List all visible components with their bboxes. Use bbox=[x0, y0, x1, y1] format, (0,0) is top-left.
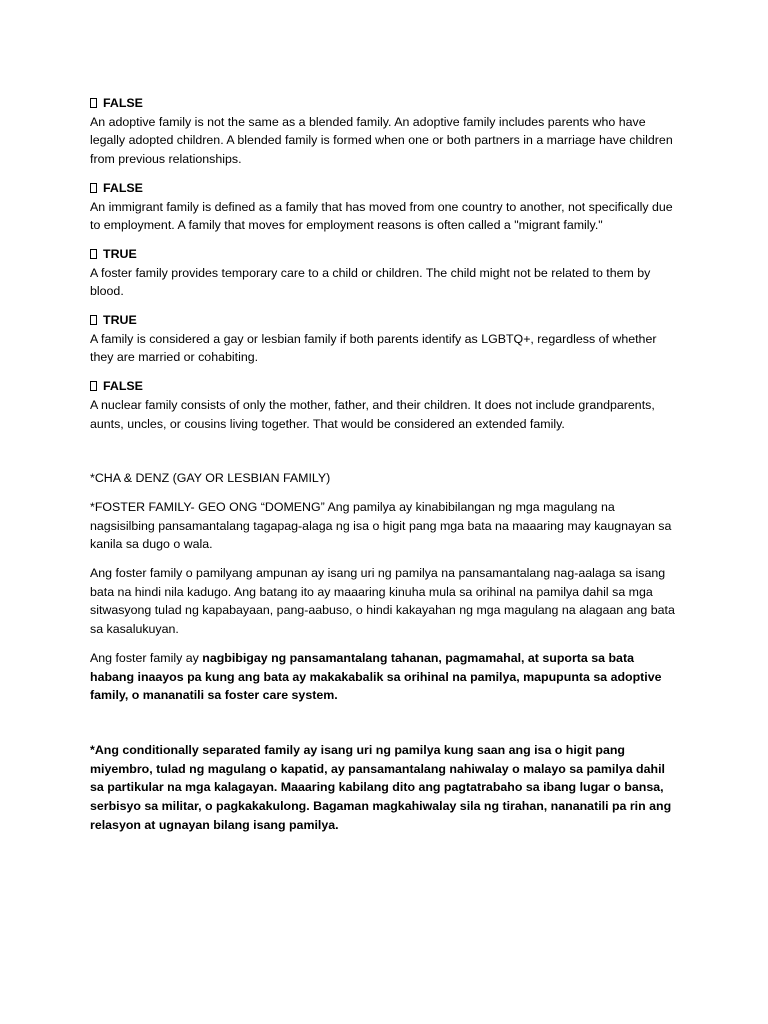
verdict-label: TRUE bbox=[103, 246, 137, 261]
spacer bbox=[90, 443, 678, 469]
verdict-label: FALSE bbox=[103, 180, 143, 195]
missing-glyph-icon bbox=[90, 98, 97, 108]
missing-glyph-icon bbox=[90, 315, 97, 325]
note-foster-heading: *FOSTER FAMILY- GEO ONG “DOMENG” Ang pamilya ay kinabibilangan ng mga magulang na nagsisilbing pansamantalang tagapag-alaga ng isa o higit pang mga bata na maaaring may kaugnayan sa kanila sa dugo o wala. bbox=[90, 499, 672, 552]
summary-bold: nagbibigay ng pansamantalang tahanan, pagmamahal, at suporta sa bata habang inaayos pa kung ang bata ay makakabalik sa orihinal na pamilya, mapupunta sa adoptive family, o mananatili sa foster care system. bbox=[90, 650, 662, 703]
note-conditional-family bbox=[90, 741, 678, 835]
quiz-item-3 bbox=[90, 245, 678, 301]
verdict-explanation: A nuclear family consists of only the mother, father, and their children. It does not include grandparents, aunts, uncles, or cousins living together. That would be considered an extended family. bbox=[90, 397, 655, 431]
note-cha-denz: *CHA & DENZ (GAY OR LESBIAN FAMILY) bbox=[90, 471, 331, 486]
verdict-line bbox=[90, 94, 678, 113]
note-foster-summary bbox=[90, 649, 678, 705]
verdict-explanation: An adoptive family is not the same as a blended family. An adoptive family includes parents who have legally adopted children. A blended family is formed when one or both partners in a marriage have children from previous relationships. bbox=[90, 114, 673, 167]
verdict-line bbox=[90, 311, 678, 330]
quiz-item-1 bbox=[90, 94, 678, 169]
verdict-explanation: A foster family provides temporary care to a child or children. The child might not be related to them by blood. bbox=[90, 265, 651, 299]
quiz-item-2 bbox=[90, 179, 678, 235]
missing-glyph-icon bbox=[90, 183, 97, 193]
spacer bbox=[90, 715, 678, 741]
summary-lead: Ang foster family ay bbox=[90, 650, 203, 665]
missing-glyph-icon bbox=[90, 249, 97, 259]
quiz-item-5 bbox=[90, 377, 678, 433]
verdict-line bbox=[90, 377, 678, 396]
note-foster-paragraph: Ang foster family o pamilyang ampunan ay isang uri ng pamilya na pansamantalang nag-aalaga sa isang bata na hindi nila kadugo. Ang batang ito ay maaaring kinuha mula sa orihinal na pamilya dahil sa mga sitwasyong tulad ng kapabayaan, pang-aabuso, o hindi kakayahan ng mga magulang na alagaan ang bata sa kasalukuyan. bbox=[90, 566, 675, 637]
conditional-bold: *Ang conditionally separated family ay isang uri ng pamilya kung saan ang isa o higit pang miyembro, tulad ng magulang o kapatid, ay pansamantalang nahiwalay o malayo sa pamilya dahil sa partikular na mga kalagayan. Maaaring kabilang dito ang pagtatrabaho sa ibang lugar o bansa, serbisyo sa militar, o pagkakakulong. Bagaman magkahiwalay sila ng tirahan, nananatili pa rin ang relasyon at ugnayan bilang isang pamilya. bbox=[90, 742, 672, 832]
verdict-line bbox=[90, 179, 678, 198]
document-page bbox=[90, 94, 678, 845]
verdict-label: FALSE bbox=[103, 96, 143, 110]
verdict-label: FALSE bbox=[103, 379, 143, 394]
missing-glyph-icon bbox=[90, 381, 97, 391]
verdict-explanation: An immigrant family is defined as a family that has moved from one country to another, not specifically due to employment. A family that moves for employment reasons is often called a "migrant family." bbox=[90, 199, 673, 233]
verdict-explanation: A family is considered a gay or lesbian family if both parents identify as LGBTQ+, regardless of whether they are married or cohabiting. bbox=[90, 331, 657, 365]
verdict-line bbox=[90, 245, 678, 264]
verdict-label: TRUE bbox=[103, 313, 137, 328]
quiz-item-4 bbox=[90, 311, 678, 367]
